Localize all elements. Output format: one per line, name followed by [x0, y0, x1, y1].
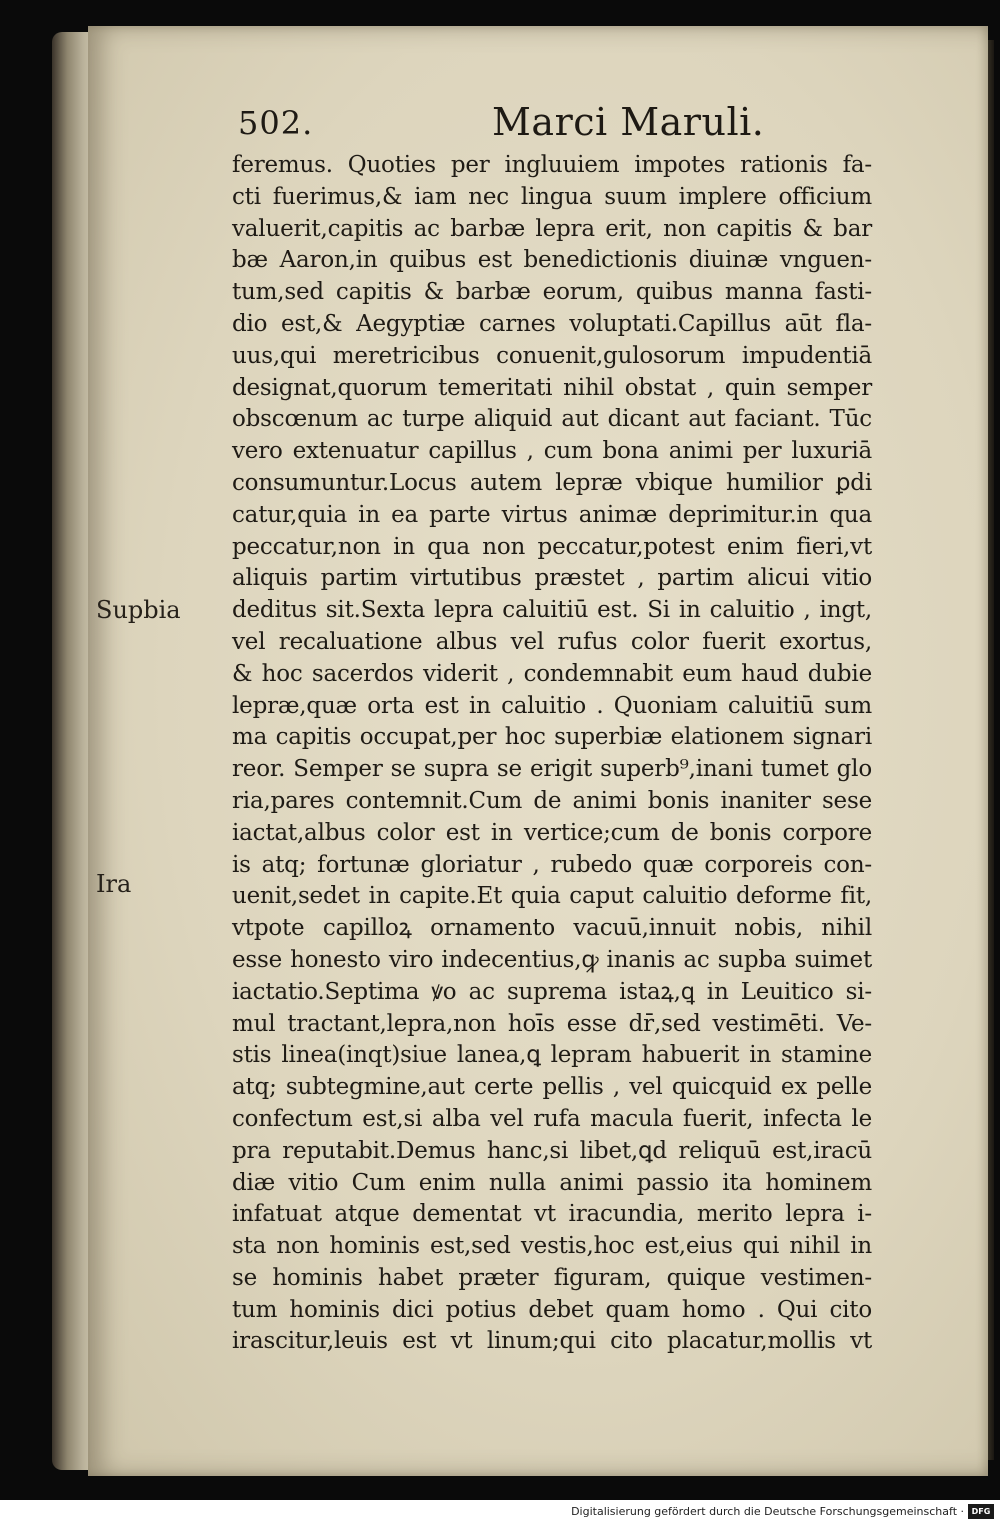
text-line: obscœnum ac turpe aliquid aut dicant aut faciant. Tūc [232, 406, 872, 433]
dfg-logo: DFG [968, 1504, 994, 1519]
page-number: 502. [238, 104, 314, 142]
text-line: lepræ,quæ orta est in caluitio . Quoniam caluitiū sum [232, 692, 872, 719]
text-line: dio est,& Aegyptiæ carnes voluptati.Capillus aūt fla- [232, 310, 872, 337]
text-line: atq; subtegmine,aut certe pellis , vel quicquid ex pelle [232, 1074, 872, 1101]
running-title: Marci Maruli. [492, 100, 765, 144]
text-line: irascitur,leuis est vt linum;qui cito placatur,mollis vt [232, 1328, 872, 1355]
footer-bar [0, 1500, 1000, 1524]
text-line: is atq; fortunæ gloriatur , rubedo quæ corporeis con- [232, 851, 872, 878]
text-line: diæ vitio Cum enim nulla animi passio ita hominem [232, 1169, 872, 1196]
text-line: confectum est,si alba vel rufa macula fuerit, infecta le [232, 1105, 872, 1132]
text-line: iactat,albus color est in vertice;cum de bonis corpore [232, 819, 872, 846]
text-line: reor. Semper se supra se erigit superb⁹,inani tumet glo [232, 756, 872, 783]
text-line: & hoc sacerdos viderit , condemnabit eum haud dubie [232, 660, 872, 687]
text-line: consumuntur.Locus autem lepræ vbique humilior ꝑdi [232, 469, 872, 496]
margin-note-superbia: Supbia [96, 596, 181, 624]
text-line: sta non hominis est,sed vestis,hoc est,eius qui nihil in [232, 1233, 872, 1260]
text-line: peccatur,non in qua non peccatur,potest enim fieri,vt [232, 533, 872, 560]
text-line: cti fuerimus,& iam nec lingua suum implere officium [232, 183, 872, 210]
text-line: feremus. Quoties per ingluuiem impotes rationis fa- [232, 152, 872, 178]
text-line: ma capitis occupat,per hoc superbiæ elationem signari [232, 724, 872, 751]
text-line: uus,qui meretricibus conuenit,gulosorum impudentiā [232, 342, 872, 369]
text-line: infatuat atque dementat vt iracundia, merito lepra i- [232, 1201, 872, 1228]
text-line: bæ Aaron,in quibus est benedictionis diuinæ vnguen- [232, 247, 872, 274]
text-line: aliquis partim virtutibus præstet , partim alicui vitio [232, 565, 872, 592]
text-line: esse honesto viro indecentius,ꝙ inanis ac supba suimet [232, 946, 872, 973]
text-line: pra reputabit.Demus hanc,si libet,ꝗd reliquū est,iracū [232, 1137, 872, 1164]
text-line: deditus sit.Sexta lepra caluitiū est. Si in caluitio , ingt, [232, 597, 872, 624]
footer-credit: Digitalisierung gefördert durch die Deutsche Forschungsgemeinschaft · [571, 1505, 964, 1518]
text-line: designat,quorum temeritati nihil obstat , quin semper [232, 374, 872, 401]
text-line: tum,sed capitis & barbæ eorum, quibus manna fasti- [232, 279, 872, 306]
text-line: tum hominis dici potius debet quam homo . Qui cito [232, 1296, 872, 1323]
text-line: iactatio.Septima ꝟo ac suprema istaꝝ,ꝗ in Leuitico si- [232, 978, 872, 1005]
text-line: catur,quia in ea parte virtus animæ deprimitur.in qua [232, 501, 872, 528]
text-line: vtpote capilloꝝ ornamento vacuū,innuit nobis, nihil [232, 915, 872, 942]
text-line: ria,pares contemnit.Cum de animi bonis inaniter sese [232, 787, 872, 814]
page-header [238, 100, 838, 148]
text-line: mul tractant,lepra,non hoīs esse dr̄,sed vestimēti. Ve- [232, 1010, 872, 1037]
text-line: vero extenuatur capillus , cum bona animi per luxuriā [232, 438, 872, 465]
text-line: valuerit,capitis ac barbæ lepra erit, non capitis & bar [232, 215, 872, 242]
text-line: se hominis habet præter figuram, quique vestimen- [232, 1264, 872, 1291]
body-text [232, 150, 872, 1358]
text-line: uenit,sedet in capite.Et quia caput caluitio deforme fit, [232, 883, 872, 910]
text-line: stis linea(inqt)siue lanea,ꝗ lepram habuerit in stamine [232, 1042, 872, 1069]
text-line: vel recaluatione albus vel rufus color fuerit exortus, [232, 628, 872, 655]
margin-note-ira: Ira [96, 870, 132, 898]
